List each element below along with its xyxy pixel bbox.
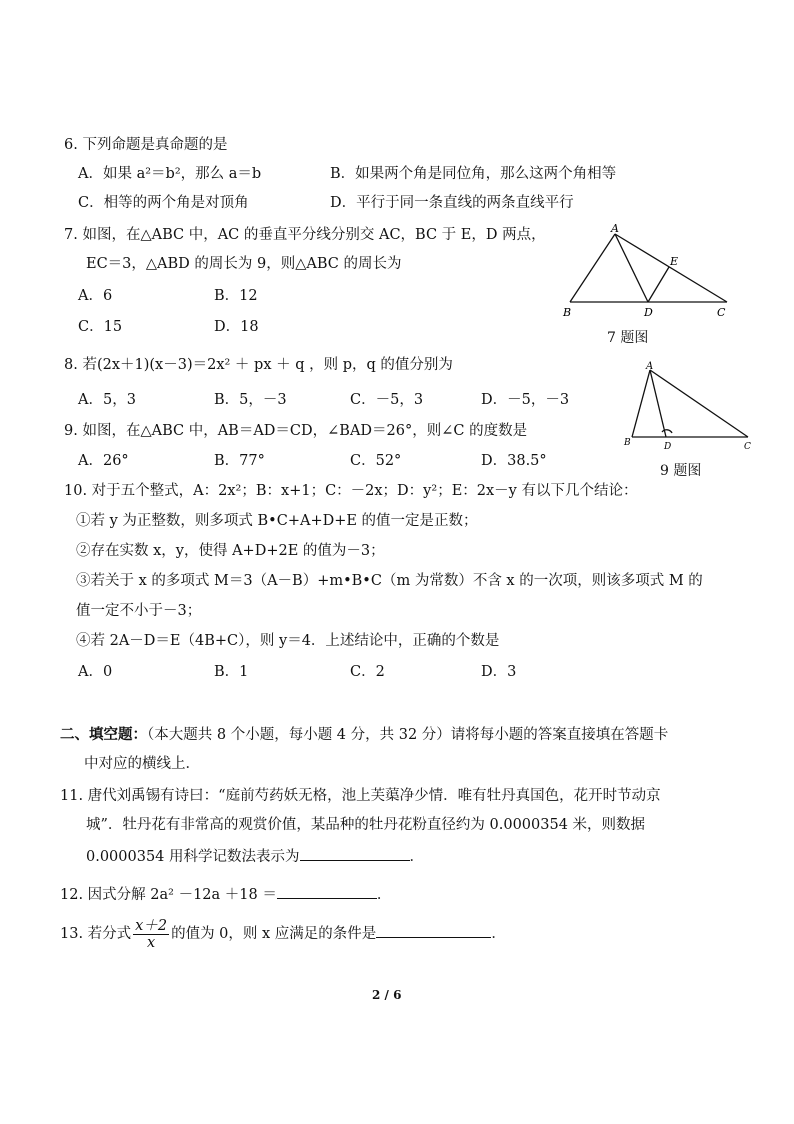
q8-option-d: D．－5，－3 bbox=[481, 392, 570, 408]
q10-option-c: C．2 bbox=[350, 664, 385, 680]
q9-option-a: A．26° bbox=[78, 453, 129, 469]
q9-stem: 9. 如图，在△ABC 中，AB＝AD＝CD，∠BAD＝26°，则∠C 的度数是 bbox=[64, 423, 528, 439]
q7-label-a: A bbox=[611, 222, 619, 235]
section2-heading bbox=[60, 725, 668, 745]
q8-option-c: C．－5，3 bbox=[350, 392, 424, 408]
q11-answer-blank[interactable] bbox=[300, 846, 410, 861]
q7-option-c: C．15 bbox=[78, 319, 123, 335]
q7-triangle-figure bbox=[555, 222, 745, 322]
q11-line1: 11. 唐代刘禹锡有诗曰：“庭前芍药妖无格，池上芙蕖净少情．唯有牡丹真国色，花开时节动京 bbox=[60, 788, 661, 804]
q12-stem: 12. 因式分解 2a² －12a ＋18 ＝ bbox=[60, 887, 277, 903]
q7-label-e: E bbox=[670, 255, 679, 268]
q6-option-a: A．如果 a²＝b²，那么 a＝b bbox=[78, 166, 262, 182]
q9-option-d: D．38.5° bbox=[481, 453, 547, 469]
q7-option-b: B．12 bbox=[214, 288, 258, 304]
q9-label-d: D bbox=[664, 442, 672, 452]
q6-option-b: B．如果两个角是同位角，那么这两个角相等 bbox=[330, 166, 617, 182]
q10-conclusion-4: ④若 2A－D＝E（4B+C），则 y＝4．上述结论中，正确的个数是 bbox=[76, 633, 500, 649]
q7-option-d: D．18 bbox=[214, 319, 259, 335]
q11-line3-text: 0.0000354 用科学记数法表示为 bbox=[86, 849, 300, 865]
section2-description: （本大题共 8 个小题，每小题 4 分，共 32 分）请将每小题的答案直接填在答题卡 bbox=[147, 727, 669, 743]
q9-angle-mark bbox=[662, 430, 672, 433]
q11-line2: 城”．牡丹花有非常高的观赏价值，某品种的牡丹花粉直径约为 0.0000354 米，则数据 bbox=[86, 817, 646, 833]
q6-stem: 6. 下列命题是真命题的是 bbox=[64, 137, 228, 153]
q10-option-d: D．3 bbox=[481, 664, 517, 680]
q8-option-a: A．5，3 bbox=[78, 392, 136, 408]
q6-option-d: D．平行于同一条直线的两条直线平行 bbox=[330, 195, 574, 211]
q7-figure-caption: 7 题图 bbox=[607, 330, 649, 346]
q10-conclusion-3a: ③若关于 x 的多项式 M＝3（A－B）+m•B•C（m 为常数）不含 x 的一次项，则该多项式 M 的 bbox=[76, 573, 703, 589]
q13-fraction bbox=[133, 918, 169, 951]
q10-option-b: B．1 bbox=[214, 664, 249, 680]
q13-answer-blank[interactable] bbox=[376, 923, 491, 938]
q13-pre: 13. 若分式 bbox=[60, 926, 132, 942]
q13-fraction-denominator: x bbox=[147, 934, 156, 951]
q7-segment-de bbox=[648, 267, 669, 302]
q9-segment-ac bbox=[650, 370, 748, 437]
q9-label-c: C bbox=[744, 442, 751, 452]
q11-end: ． bbox=[409, 849, 425, 865]
q7-label-d: D bbox=[644, 306, 653, 319]
q13-fraction-numerator: x＋2 bbox=[135, 917, 168, 934]
q7-stem-line2: EC＝3，△ABD 的周长为 9，则△ABC 的周长为 bbox=[86, 256, 402, 272]
q9-label-b: B bbox=[624, 438, 631, 448]
q12-answer-blank[interactable] bbox=[277, 884, 377, 899]
page-number: 2 / 6 bbox=[372, 988, 402, 1002]
q9-segment-ab bbox=[632, 370, 650, 437]
q10-conclusion-2: ②存在实数 x，y，使得 A+D+2E 的值为－3； bbox=[76, 543, 385, 559]
q9-label-a: A bbox=[646, 361, 654, 372]
q11-line3 bbox=[86, 846, 424, 867]
q13-post: 的值为 0，则 x 应满足的条件是 bbox=[171, 926, 377, 942]
q12-line bbox=[60, 884, 391, 905]
q7-label-b: B bbox=[563, 306, 572, 319]
section2-description-line2: 中对应的横线上． bbox=[84, 756, 200, 772]
q8-stem: 8. 若(2x＋1)(x－3)＝2x² ＋ px ＋ q ，则 p，q 的值分别为 bbox=[64, 357, 453, 373]
q9-figure-caption: 9 题图 bbox=[660, 463, 702, 479]
q10-conclusion-3b: 值一定不小于－3； bbox=[76, 603, 202, 619]
section2-title: 二、填空题： bbox=[60, 726, 147, 743]
q10-option-a: A．0 bbox=[78, 664, 113, 680]
q7-segment-ab bbox=[570, 234, 615, 302]
q13-end: ． bbox=[491, 926, 506, 942]
q12-end: ． bbox=[376, 887, 392, 903]
q7-label-c: C bbox=[717, 306, 726, 319]
q9-option-c: C．52° bbox=[350, 453, 402, 469]
q13-line bbox=[60, 916, 506, 952]
q7-option-a: A．6 bbox=[78, 288, 113, 304]
q8-option-b: B．5，－3 bbox=[214, 392, 287, 408]
q7-stem-line1: 7. 如图，在△ABC 中，AC 的垂直平分线分别交 AC，BC 于 E，D 两点， bbox=[64, 227, 546, 243]
q9-triangle-figure bbox=[620, 360, 755, 455]
q9-option-b: B．77° bbox=[214, 453, 265, 469]
q10-stem: 10. 对于五个整式，A：2x²；B：x+1；C：－2x；D：y²；E：2x－y 有以下几个结论： bbox=[64, 483, 638, 499]
q6-option-c: C．相等的两个角是对顶角 bbox=[78, 195, 249, 211]
q10-conclusion-1: ①若 y 为正整数，则多项式 B•C+A+D+E 的值一定是正数； bbox=[76, 513, 478, 529]
